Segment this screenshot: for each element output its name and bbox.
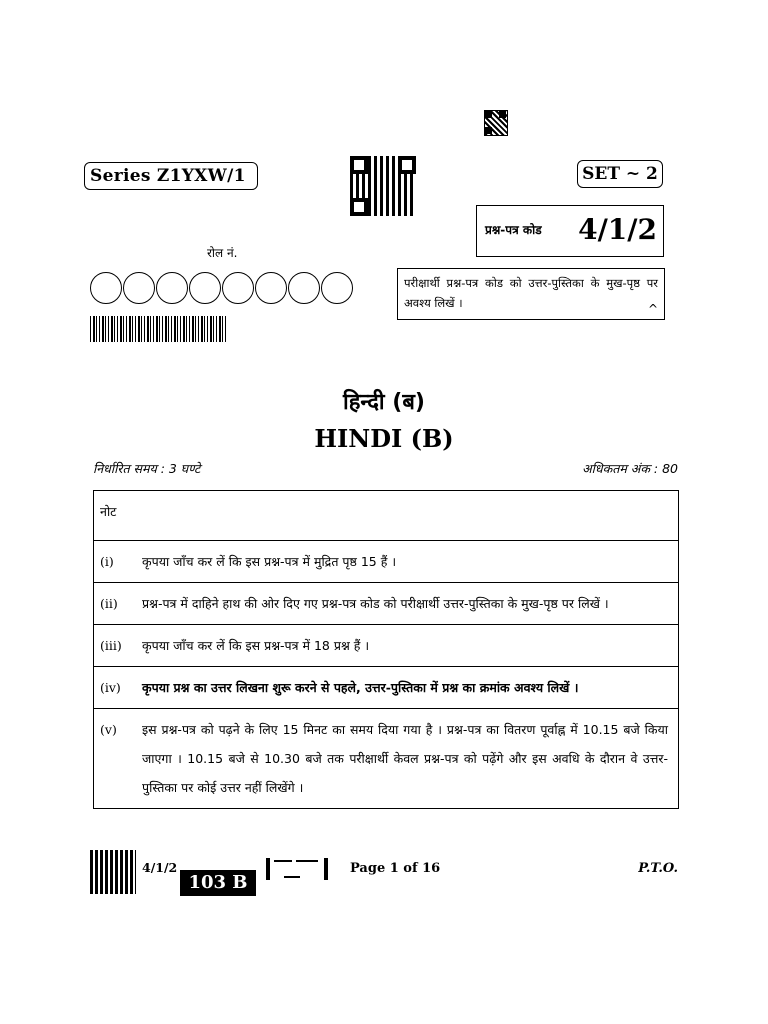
note-row xyxy=(94,625,678,667)
note-row xyxy=(94,667,678,709)
roll-digit-circle[interactable] xyxy=(123,272,155,304)
note-text: इस प्रश्न-पत्र को पढ़ने के लिए 15 मिनट का समय दिया गया है । प्रश्न-पत्र का वितरण पूर्वाह्न में 10.15 बजे किया जाएगा । 10.15 बजे से 10.30 बजे तक परीक्षार्थी केवल प्रश्न-पत्र को पढ़ेंगे और इस अवधि के दौरान वे उत्तर-पुस्तिका पर कोई उत्तर नहीं लिखेंगे । xyxy=(142,722,668,795)
note-row xyxy=(94,541,678,583)
roll-digit-circle[interactable] xyxy=(321,272,353,304)
note-number: (iv) xyxy=(100,680,121,695)
series-label: Series Z1YXW/1 xyxy=(84,162,258,190)
set-label: SET ~ 2 xyxy=(577,160,663,188)
footer-paper-code: 4/1/2 xyxy=(142,860,178,875)
note-text: कृपया जाँच कर लें कि इस प्रश्न-पत्र में मुद्रित पृष्ठ 15 हैं । xyxy=(142,554,397,569)
subject-title-english: HINDI (B) xyxy=(314,424,454,453)
notes-table xyxy=(93,490,679,809)
notes-heading-row xyxy=(94,491,678,541)
caret-icon: ^ xyxy=(647,302,658,316)
roll-digit-circle[interactable] xyxy=(156,272,188,304)
registration-mark-icon xyxy=(266,858,330,880)
question-paper-code-box xyxy=(476,205,664,257)
page-number: Page 1 of 16 xyxy=(350,861,441,876)
datamatrix-code-icon xyxy=(90,850,136,894)
barcode-icon xyxy=(90,316,226,342)
footer-code-box: 103 B xyxy=(180,870,256,896)
roll-number-label: रोल नं. xyxy=(207,246,238,260)
note-row xyxy=(94,709,678,808)
time-allowed: निर्धारित समय : 3 घण्टे xyxy=(93,461,201,476)
code-value: 4/1/2 xyxy=(578,213,657,246)
note-text: प्रश्न-पत्र में दाहिने हाथ की ओर दिए गए प्रश्न-पत्र कोड को परीक्षार्थी उत्तर-पुस्तिका के मुख-पृष्ठ पर लिखें । xyxy=(142,596,609,611)
note-text: कृपया जाँच कर लें कि इस प्रश्न-पत्र में 18 प्रश्न हैं । xyxy=(142,638,370,653)
subject-title-hindi: हिन्दी (ब) xyxy=(343,390,425,415)
roll-digit-circle[interactable] xyxy=(288,272,320,304)
roll-digit-circle[interactable] xyxy=(255,272,287,304)
candidate-instruction: परीक्षार्थी प्रश्न-पत्र कोड को उत्तर-पुस्तिका के मुख-पृष्ठ पर अवश्य लिखें । xyxy=(404,276,658,310)
note-number: (ii) xyxy=(100,596,118,611)
maximum-marks: अधिकतम अंक : 80 xyxy=(582,461,678,476)
please-turn-over: P.T.O. xyxy=(638,861,678,876)
roll-number-boxes xyxy=(90,272,354,304)
roll-digit-circle[interactable] xyxy=(189,272,221,304)
code-label: प्रश्न-पत्र कोड xyxy=(485,223,542,237)
note-number: (i) xyxy=(100,554,114,569)
note-text: कृपया प्रश्न का उत्तर लिखना शुरू करने से पहले, उत्तर-पुस्तिका में प्रश्न का क्रमांक अवश्य लिखें । xyxy=(142,680,579,695)
note-row xyxy=(94,583,678,625)
roll-digit-circle[interactable] xyxy=(222,272,254,304)
candidate-instruction-box xyxy=(397,268,665,320)
roll-digit-circle[interactable] xyxy=(90,272,122,304)
qr-code-icon xyxy=(484,110,508,136)
notes-heading: नोट xyxy=(100,504,117,519)
note-number: (iii) xyxy=(100,638,122,653)
note-number: (v) xyxy=(100,722,117,737)
qr-code-icon xyxy=(350,156,416,216)
